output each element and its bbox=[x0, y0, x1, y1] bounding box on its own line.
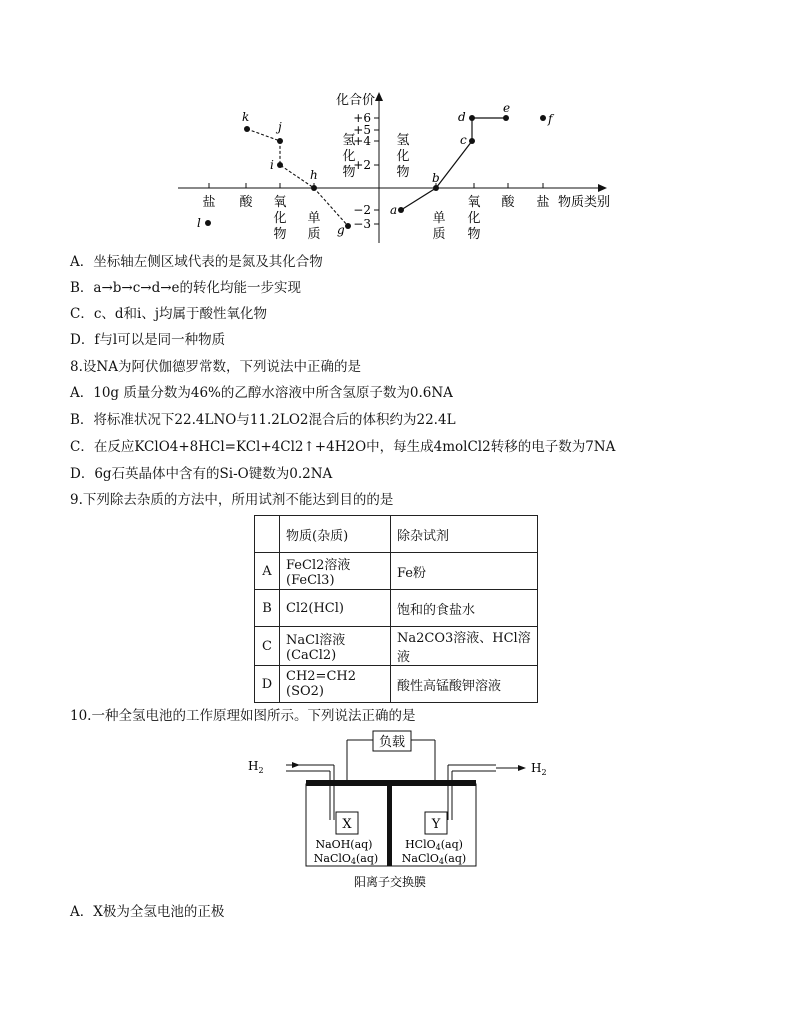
header-substance: 物质(杂质) bbox=[280, 516, 391, 553]
table-row: D CH2=CH2 (SO2) 酸性高锰酸钾溶液 bbox=[255, 666, 538, 703]
point-d bbox=[469, 115, 475, 121]
svg-text:物: 物 bbox=[342, 165, 356, 180]
svg-text:物: 物 bbox=[273, 227, 287, 242]
label-l: l bbox=[197, 216, 201, 230]
label-g: g bbox=[337, 223, 345, 237]
point-c bbox=[469, 138, 475, 144]
svg-text:氢: 氢 bbox=[342, 133, 356, 148]
q7-option-b: B．a→b→c→d→e的转化均能一步实现 bbox=[70, 280, 302, 296]
label-b: b bbox=[432, 171, 440, 185]
q7-option-c: C．c、d和i、j均属于酸性氧化物 bbox=[70, 306, 268, 322]
left-cat: 盐 bbox=[202, 195, 216, 210]
load-label: 负载 bbox=[378, 735, 406, 750]
x-axis-arrow bbox=[598, 184, 607, 192]
y-tick: −3 bbox=[353, 217, 371, 231]
point-e bbox=[503, 115, 509, 121]
membrane-label: 阳离子交换膜 bbox=[353, 875, 427, 889]
right-solution-2: NaClO4(aq) bbox=[401, 852, 467, 866]
point-k bbox=[244, 126, 250, 132]
point-a bbox=[398, 207, 404, 213]
label-a: a bbox=[390, 203, 398, 217]
point-f bbox=[540, 115, 546, 121]
point-h bbox=[311, 185, 317, 191]
q8-option-d: D．6g石英晶体中含有的Si-O键数为0.2NA bbox=[70, 466, 333, 482]
label-k: k bbox=[242, 110, 250, 124]
point-g bbox=[345, 223, 351, 229]
table-header-row bbox=[255, 516, 538, 553]
valence-category-diagram bbox=[170, 88, 630, 248]
q8-option-b: B．将标准状况下22.4LNO与11.2LO2混合后的体积约为22.4L bbox=[70, 412, 456, 428]
table-row: C NaCl溶液(CaCl2) Na2CO3溶液、HCl溶液 bbox=[255, 627, 538, 666]
left-solution-2: NaClO4(aq) bbox=[313, 852, 379, 866]
q7-option-d: D．f与l可以是同一种物质 bbox=[70, 332, 226, 348]
svg-text:单: 单 bbox=[307, 211, 321, 226]
y-tick: +2 bbox=[353, 158, 371, 172]
right-cat: 盐 bbox=[536, 195, 550, 210]
q8-option-a: A．10g 质量分数为46%的乙醇水溶液中所含氢原子数为0.6NA bbox=[70, 385, 453, 401]
label-d: d bbox=[458, 110, 466, 124]
svg-text:物: 物 bbox=[396, 165, 410, 180]
q10-stem: 10.一种全氢电池的工作原理如图所示。下列说法正确的是 bbox=[70, 708, 416, 724]
y-axis-title: 化合价 bbox=[336, 93, 376, 108]
y-tick: +4 bbox=[353, 134, 371, 148]
q10-option-a: A．X极为全氢电池的正极 bbox=[70, 904, 225, 920]
q8-stem: 8.设NA为阿伏伽德罗常数，下列说法中正确的是 bbox=[70, 359, 361, 375]
table-row: A FeCl2溶液(FeCl3) Fe粉 bbox=[255, 553, 538, 590]
left-cat: 酸 bbox=[239, 195, 253, 210]
label-i: i bbox=[270, 158, 274, 172]
svg-text:X: X bbox=[342, 817, 352, 832]
point-l bbox=[205, 220, 211, 226]
right-cat: 酸 bbox=[501, 195, 515, 210]
left-path bbox=[247, 129, 348, 226]
y-tick: +5 bbox=[353, 123, 371, 137]
header-reagent: 除杂试剂 bbox=[391, 516, 538, 553]
right-path bbox=[401, 118, 506, 210]
x-axis-title: 物质类别 bbox=[558, 195, 611, 210]
y-axis-arrow bbox=[375, 92, 383, 101]
h2-out-label: $H_2$ bbox=[531, 761, 547, 777]
point-i bbox=[277, 162, 283, 168]
point-j bbox=[277, 138, 283, 144]
svg-text:Y: Y bbox=[431, 817, 441, 832]
label-e: e bbox=[503, 101, 511, 115]
svg-text:单: 单 bbox=[432, 211, 446, 226]
svg-text:氢: 氢 bbox=[396, 133, 410, 148]
svg-text:物: 物 bbox=[467, 227, 481, 242]
svg-text:化: 化 bbox=[273, 211, 287, 226]
label-f: f bbox=[548, 112, 553, 126]
label-j: j bbox=[278, 120, 282, 134]
h2-in-label: $H_2$ bbox=[248, 759, 264, 775]
y-tick: −2 bbox=[353, 203, 371, 217]
left-solution-1: NaOH(aq) bbox=[315, 838, 373, 851]
label-c: c bbox=[460, 133, 467, 147]
y-tick: +6 bbox=[353, 111, 371, 125]
right-solution-1: HClO4(aq) bbox=[405, 838, 463, 852]
q9-stem: 9.下列除去杂质的方法中，所用试剂不能达到目的的是 bbox=[70, 492, 394, 508]
svg-text:氧: 氧 bbox=[467, 195, 481, 210]
svg-text:氧: 氧 bbox=[273, 195, 287, 210]
svg-text:化: 化 bbox=[467, 211, 481, 226]
svg-text:化: 化 bbox=[342, 149, 356, 164]
point-b bbox=[433, 185, 439, 191]
label-h: h bbox=[310, 168, 318, 182]
membrane bbox=[387, 784, 392, 866]
svg-text:质: 质 bbox=[432, 227, 446, 242]
table-row: B Cl2(HCl) 饱和的食盐水 bbox=[255, 590, 538, 627]
svg-text:质: 质 bbox=[307, 227, 321, 242]
hydrogen-cell-diagram bbox=[240, 728, 560, 893]
svg-text:化: 化 bbox=[396, 149, 410, 164]
q9-table bbox=[254, 515, 538, 703]
q7-option-a: A．坐标轴左侧区域代表的是氮及其化合物 bbox=[70, 254, 323, 270]
q8-option-c: C．在反应KClO4+8HCl=KCl+4Cl2↑+4H2O中，每生成4molCl2转移的电子数为7NA bbox=[70, 439, 616, 455]
